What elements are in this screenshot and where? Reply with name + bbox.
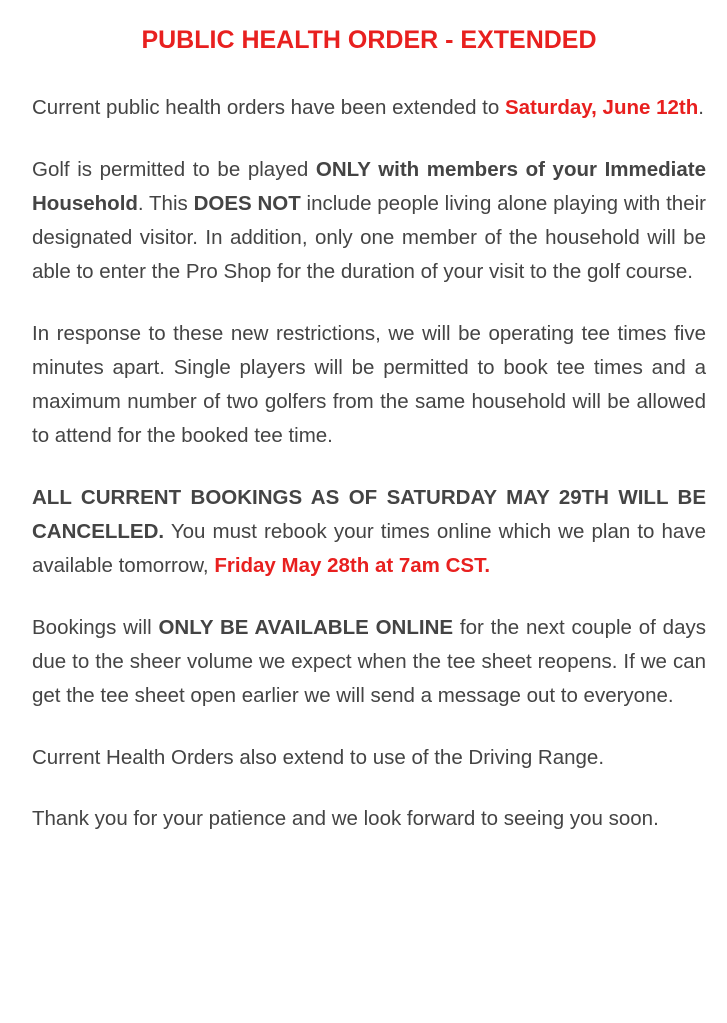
paragraph-text: for the next couple of days due to the sheer volume we expect when the tee sheet reopens. If we can get the tee sheet open earlier we will send a message out to everyone. [32,616,706,707]
paragraph-tee-times [32,317,706,453]
paragraph-driving-range [32,741,706,775]
paragraph-text: You must rebook your times online which we plan to have available tomorrow, [32,520,706,577]
paragraph-text: Thank you for your patience and we look forward to seeing you soon. [32,807,659,830]
emphasis-text: DOES NOT [193,192,301,215]
paragraph-text: In response to these new restrictions, we will be operating tee times five minutes apart. Single players will be permitted to book tee times and a maximum number of two golfers from the same household will be allowed to attend for the booked tee time. [32,322,706,447]
paragraph-text: Golf is permitted to be played [32,158,316,181]
paragraph-cancellations [32,481,706,583]
paragraph-text: include people living alone playing with their designated visitor. In addition, only one member of the household will be able to enter the Pro Shop for the duration of your visit to the golf course. [32,192,706,283]
paragraph-text: . This [137,192,194,215]
paragraph-text: Current Health Orders also extend to use of the Driving Range. [32,746,605,769]
paragraph-household-rules [32,153,706,289]
emphasis-text: ALL CURRENT BOOKINGS AS OF SATURDAY MAY 29TH WILL BE CANCELLED. [32,486,706,543]
paragraph-text: Bookings will [32,616,159,639]
emphasis-text: ONLY with members of your Immediate Household [32,158,706,215]
paragraph-text: Current public health orders have been extended to [32,96,505,119]
highlight-date: Friday May 28th at 7am CST. [214,554,491,577]
page-title: PUBLIC HEALTH ORDER - EXTENDED [141,26,597,54]
emphasis-text: ONLY BE AVAILABLE ONLINE [158,616,454,639]
paragraph-text: . [698,96,704,119]
paragraph-extension [32,91,706,125]
paragraph-thank-you [32,802,706,836]
highlight-date: Saturday, June 12th [504,96,699,119]
paragraph-online-bookings [32,611,706,713]
